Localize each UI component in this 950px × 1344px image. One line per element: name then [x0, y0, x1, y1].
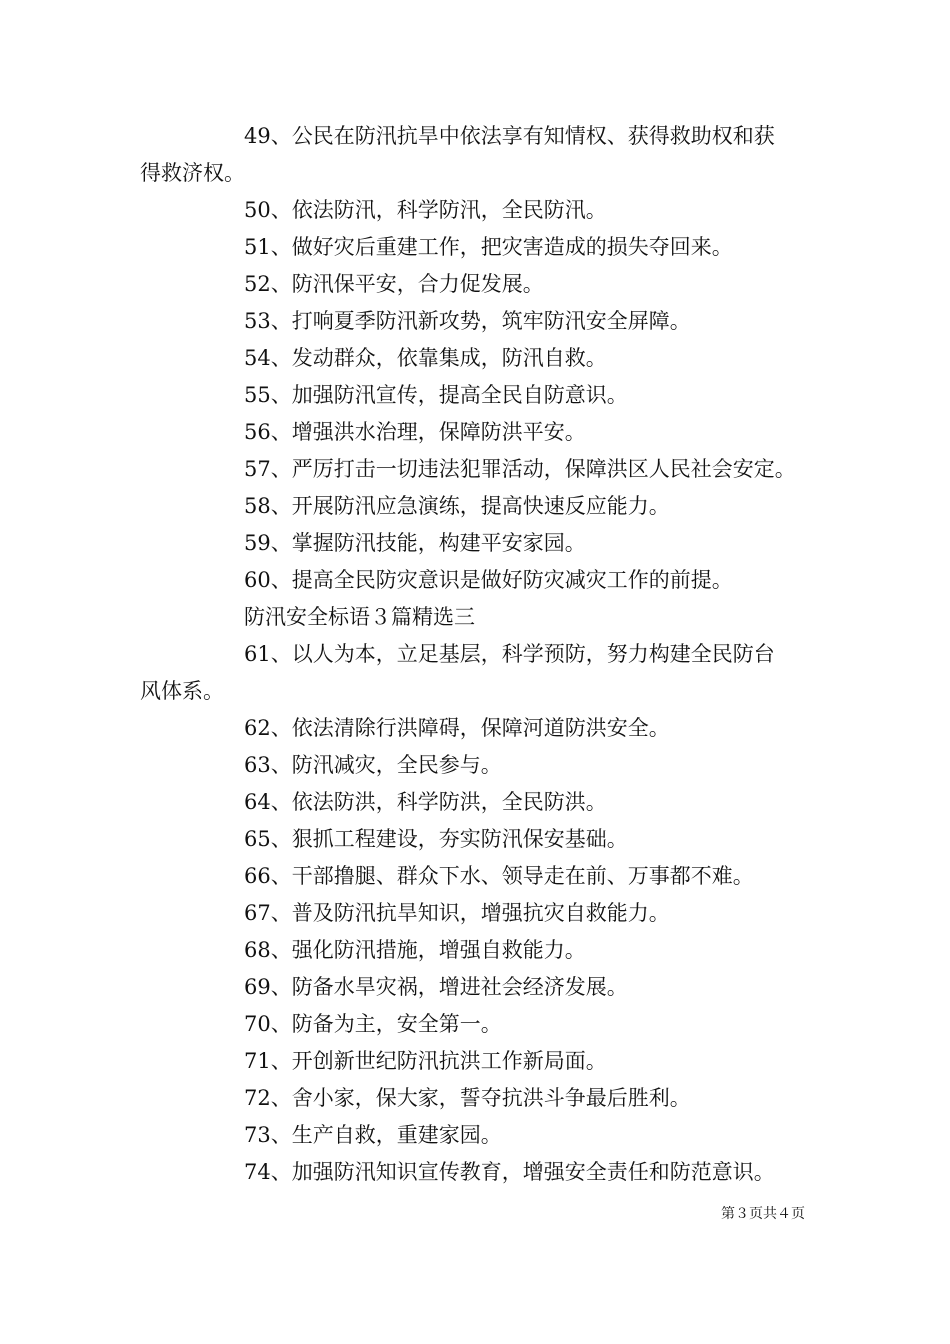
- page-number: 第３页共４页: [721, 1206, 805, 1222]
- text-line: 59、掌握防汛技能，构建平安家园。: [244, 531, 586, 555]
- text-line: 54、发动群众，依靠集成，防汛自救。: [244, 346, 607, 370]
- text-line: 67、普及防汛抗旱知识，增强抗灾自救能力。: [244, 901, 670, 925]
- text-line: 57、严厉打击一切违法犯罪活动，保障洪区人民社会安定。: [244, 457, 796, 481]
- text-line: 风体系。: [140, 679, 224, 703]
- text-line: 73、生产自救，重建家园。: [244, 1123, 502, 1147]
- text-line: 56、增强洪水治理，保障防洪平安。: [244, 420, 586, 444]
- text-line: 72、舍小家，保大家，誓夺抗洪斗争最后胜利。: [244, 1086, 691, 1110]
- text-line: 58、开展防汛应急演练，提高快速反应能力。: [244, 494, 670, 518]
- text-line: 60、提高全民防灾意识是做好防灾减灾工作的前提。: [244, 568, 733, 592]
- text-line: 55、加强防汛宣传，提高全民自防意识。: [244, 383, 628, 407]
- text-line: 74、加强防汛知识宣传教育，增强安全责任和防范意识。: [244, 1160, 775, 1184]
- text-line: 61、以人为本，立足基层，科学预防，努力构建全民防台: [244, 642, 775, 666]
- text-line: 得救济权。: [140, 161, 245, 185]
- text-line: 52、防汛保平安，合力促发展。: [244, 272, 544, 296]
- text-line: 50、依法防汛，科学防汛，全民防汛。: [244, 198, 607, 222]
- text-line: 51、做好灾后重建工作，把灾害造成的损失夺回来。: [244, 235, 733, 259]
- text-line: 64、依法防洪，科学防洪，全民防洪。: [244, 790, 607, 814]
- text-line: 68、强化防汛措施，增强自救能力。: [244, 938, 586, 962]
- document-body: [140, 118, 820, 1191]
- text-line: 53、打响夏季防汛新攻势，筑牢防汛安全屏障。: [244, 309, 691, 333]
- text-line: 63、防汛减灾，全民参与。: [244, 753, 502, 777]
- text-line: 62、依法清除行洪障碍，保障河道防洪安全。: [244, 716, 670, 740]
- text-line: 69、防备水旱灾祸，增进社会经济发展。: [244, 975, 628, 999]
- text-line: 70、防备为主，安全第一。: [244, 1012, 502, 1036]
- text-line: 防汛安全标语３篇精选三: [244, 605, 475, 629]
- text-line: 71、开创新世纪防汛抗洪工作新局面。: [244, 1049, 607, 1073]
- text-line: 66、干部撸腿、群众下水、领导走在前、万事都不难。: [244, 864, 754, 888]
- text-line: 49、公民在防汛抗旱中依法享有知情权、获得救助权和获: [244, 124, 775, 148]
- text-line: 65、狠抓工程建设，夯实防汛保安基础。: [244, 827, 628, 851]
